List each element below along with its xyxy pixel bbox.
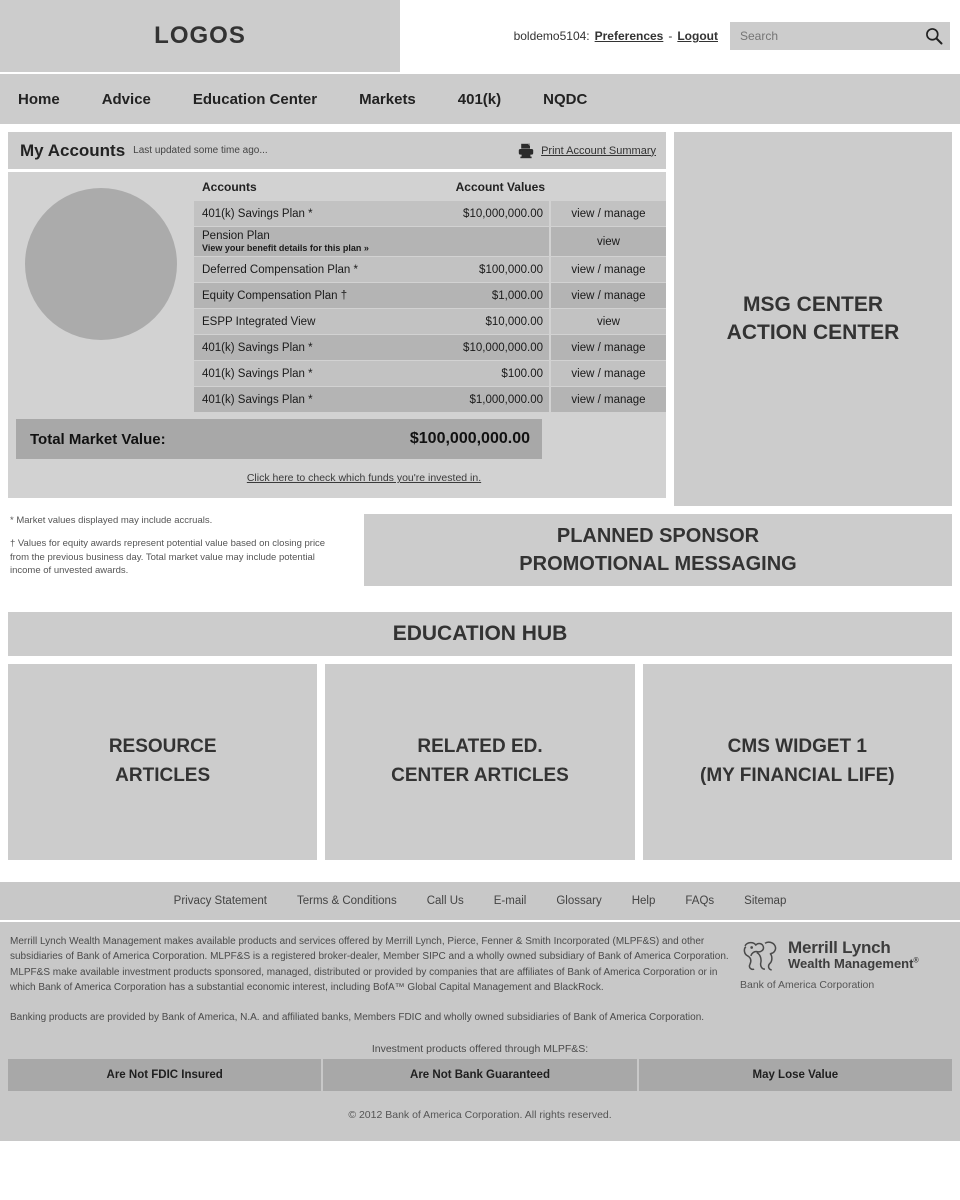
education-card-line1: CMS WIDGET 1: [727, 736, 867, 758]
table-row: [194, 257, 666, 282]
education-card-line2: CENTER ARTICLES: [391, 764, 569, 786]
education-card-line2: (MY FINANCIAL LIFE): [700, 764, 895, 786]
account-cell: [194, 361, 549, 386]
education-card-text: [109, 733, 217, 790]
table-row: [194, 361, 666, 386]
legal-paragraph-1: Merrill Lynch Wealth Management makes available products and services offered by Merrill Lynch, Pierce, Fenner & Smith Incorporated (MLPF&S) and other subsidiaries of Bank of America Corporation. MLPF&S is a registered broker-dealer, Member SIPC and a wholly owned subsidiary of Bank of America Corporation. MLPF&S make available investment products sponsored, managed, distributed or provided by companies that are affiliates of Bank of America Corporation or in which Bank of America Corporation has a substantial economic interest, including BofA™ Global Capital Management and BlackRock.: [10, 935, 729, 994]
page-footer: [0, 882, 960, 1142]
nav-item-nqdc[interactable]: NQDC: [543, 90, 588, 108]
account-action-link[interactable]: view / manage: [551, 283, 666, 308]
account-name: ESPP Integrated View: [202, 315, 316, 328]
brand-registered-mark: ®: [913, 957, 919, 965]
account-name: 401(k) Savings Plan *: [202, 207, 313, 220]
table-row: [194, 227, 666, 256]
nav-item-advice[interactable]: Advice: [101, 90, 151, 108]
print-account-summary[interactable]: [517, 143, 656, 159]
footer-link-call-us[interactable]: Call Us: [426, 894, 464, 907]
sponsor-promo-line1: PLANNED SPONSOR: [556, 525, 760, 547]
search-box[interactable]: [730, 22, 950, 50]
education-hub-header: [8, 612, 952, 656]
account-subtext[interactable]: View your benefit details for this plan »: [202, 243, 369, 253]
account-action-link[interactable]: view / manage: [551, 201, 666, 226]
footer-link-sitemap[interactable]: Sitemap: [744, 894, 787, 907]
nav-item-home[interactable]: Home: [18, 90, 60, 108]
main-navigation: [0, 72, 960, 124]
top-header: [0, 0, 960, 72]
accounts-table: [194, 180, 666, 413]
investment-products-line: Investment products offered through MLPF&S:: [0, 1035, 960, 1059]
education-card-text: [700, 733, 895, 790]
account-action-link[interactable]: view: [551, 309, 666, 334]
education-hub-cards: [8, 664, 952, 860]
education-card-resource-articles[interactable]: [8, 664, 317, 860]
brand-parent-company: Bank of America Corporation: [740, 978, 875, 991]
account-name: 401(k) Savings Plan *: [202, 393, 313, 406]
message-center-line1: MSG CENTER: [742, 292, 883, 316]
footer-link-help[interactable]: Help: [631, 894, 656, 907]
column-header-accounts: Accounts: [202, 180, 257, 194]
account-cell: [194, 201, 549, 226]
account-action-link[interactable]: view / manage: [551, 335, 666, 360]
footer-link-faqs[interactable]: FAQs: [685, 894, 715, 907]
nav-item-markets[interactable]: Markets: [359, 90, 416, 108]
account-name: Equity Compensation Plan †: [202, 289, 348, 302]
account-value: $10,000,000.00: [463, 207, 543, 220]
mid-region: [8, 514, 952, 588]
education-card-cms-widget-1[interactable]: [643, 664, 952, 860]
copyright-notice: © 2012 Bank of America Corporation. All rights reserved.: [0, 1091, 960, 1141]
table-row: [194, 387, 666, 412]
print-account-summary-label[interactable]: Print Account Summary: [541, 144, 656, 157]
bull-icon: [740, 938, 780, 972]
disclaimers-block: [8, 514, 356, 588]
legal-text-column: [10, 934, 740, 1026]
message-center-text: [727, 291, 900, 348]
check-funds-link[interactable]: Click here to check which funds you're invested in.: [246, 472, 482, 484]
account-value: $100.00: [501, 367, 543, 380]
account-cell: [194, 309, 549, 334]
education-hub-title: EDUCATION HUB: [392, 621, 568, 645]
account-cell: [194, 257, 549, 282]
nav-item-education-center[interactable]: Education Center: [192, 90, 318, 108]
total-market-value-label: Total Market Value:: [30, 430, 166, 448]
disclaimer-dagger: † Values for equity awards represent potential value based on closing price from the previous business day. Total market value may include potential income of unvested awards.: [10, 538, 326, 577]
footer-link-email[interactable]: E-mail: [493, 894, 527, 907]
fdic-cell-may-lose-value: May Lose Value: [639, 1059, 952, 1091]
account-value: $10,000,000.00: [463, 341, 543, 354]
logout-link[interactable]: Logout: [677, 29, 718, 43]
printer-icon: [517, 143, 535, 159]
disclaimer-asterisk: * Market values displayed may include accruals.: [10, 515, 213, 526]
merrill-lynch-logo: [740, 934, 950, 991]
link-separator: -: [668, 29, 673, 43]
fdic-cell-not-guaranteed: Are Not Bank Guaranteed: [323, 1059, 636, 1091]
account-action-link[interactable]: view / manage: [551, 387, 666, 412]
message-center-line2: ACTION CENTER: [726, 321, 900, 344]
funds-link-container: [8, 459, 666, 498]
accounts-table-header: [194, 180, 666, 201]
account-name: Deferred Compensation Plan *: [202, 263, 358, 276]
account-name: 401(k) Savings Plan *: [202, 367, 313, 380]
education-card-related-ed-center-articles[interactable]: [325, 664, 634, 860]
sponsor-promo-panel[interactable]: [364, 514, 952, 586]
sponsor-promo-line2: PROMOTIONAL MESSAGING: [519, 553, 797, 575]
last-updated-label: Last updated some time ago...: [133, 145, 268, 156]
education-card-line1: RELATED ED.: [417, 736, 543, 758]
legal-disclosure-block: [0, 922, 960, 1036]
brand-tagline-row: [788, 957, 919, 971]
account-cell: [194, 227, 549, 256]
total-market-value-amount: $100,000,000.00: [409, 430, 530, 447]
column-header-account-values: Account Values: [455, 180, 545, 194]
logo-text: LOGOS: [154, 22, 246, 49]
merrill-lynch-logo-row: [740, 938, 950, 972]
my-accounts-body: [8, 172, 666, 413]
footer-link-terms-conditions[interactable]: Terms & Conditions: [296, 894, 397, 907]
account-cell: [194, 387, 549, 412]
account-name: Pension Plan: [202, 230, 270, 242]
brand-tagline: Wealth Management: [788, 956, 914, 972]
my-accounts-panel: [8, 132, 666, 498]
allocation-chart-column: [8, 180, 194, 413]
total-market-value-row: [16, 419, 542, 459]
preferences-link[interactable]: Preferences: [594, 29, 664, 43]
search-icon[interactable]: [924, 26, 944, 46]
account-name: 401(k) Savings Plan *: [202, 341, 313, 354]
table-row: [194, 201, 666, 226]
brand-name: Merrill Lynch: [788, 938, 891, 958]
account-action-link[interactable]: view: [551, 227, 666, 256]
education-card-line1: RESOURCE: [108, 736, 217, 758]
page-title: My Accounts: [20, 140, 126, 160]
account-action-link[interactable]: view / manage: [551, 257, 666, 282]
fdic-disclosure-row: [0, 1059, 960, 1091]
footer-navigation: [0, 882, 960, 922]
nav-item-401k[interactable]: 401(k): [457, 90, 502, 108]
account-action-link[interactable]: view / manage: [551, 361, 666, 386]
username-label: boldemo5104:: [513, 29, 590, 43]
my-accounts-header: [8, 132, 666, 172]
education-card-line2: ARTICLES: [115, 764, 211, 786]
table-row: [194, 335, 666, 360]
merrill-lynch-wordmark: [788, 939, 919, 970]
search-input[interactable]: [738, 28, 918, 44]
account-value: $10,000.00: [485, 315, 543, 328]
account-value: $1,000,000.00: [469, 393, 543, 406]
footer-link-privacy-statement[interactable]: Privacy Statement: [173, 894, 267, 907]
legal-paragraph-2: Banking products are provided by Bank of America, N.A. and affiliated banks, Members FDIC and wholly owned subsidiaries of Bank of America Corporation.: [10, 1011, 705, 1023]
table-row: [194, 309, 666, 334]
fdic-cell-not-insured: Are Not FDIC Insured: [8, 1059, 321, 1091]
message-center-panel[interactable]: [674, 132, 952, 506]
account-cell: [194, 283, 549, 308]
education-card-text: [391, 733, 569, 790]
footer-link-glossary[interactable]: Glossary: [556, 894, 602, 907]
logo-block: [0, 0, 400, 72]
column-header-actions: [551, 180, 666, 194]
user-session-area: [514, 29, 718, 43]
account-cell: [194, 335, 549, 360]
account-value: $100,000.00: [479, 263, 543, 276]
header-right: [400, 0, 960, 72]
allocation-pie-chart: [25, 188, 177, 340]
account-value: $1,000.00: [491, 289, 543, 302]
top-region: [8, 132, 952, 506]
main-content: [0, 124, 960, 860]
sponsor-promo-text: [519, 522, 796, 578]
table-row: [194, 283, 666, 308]
